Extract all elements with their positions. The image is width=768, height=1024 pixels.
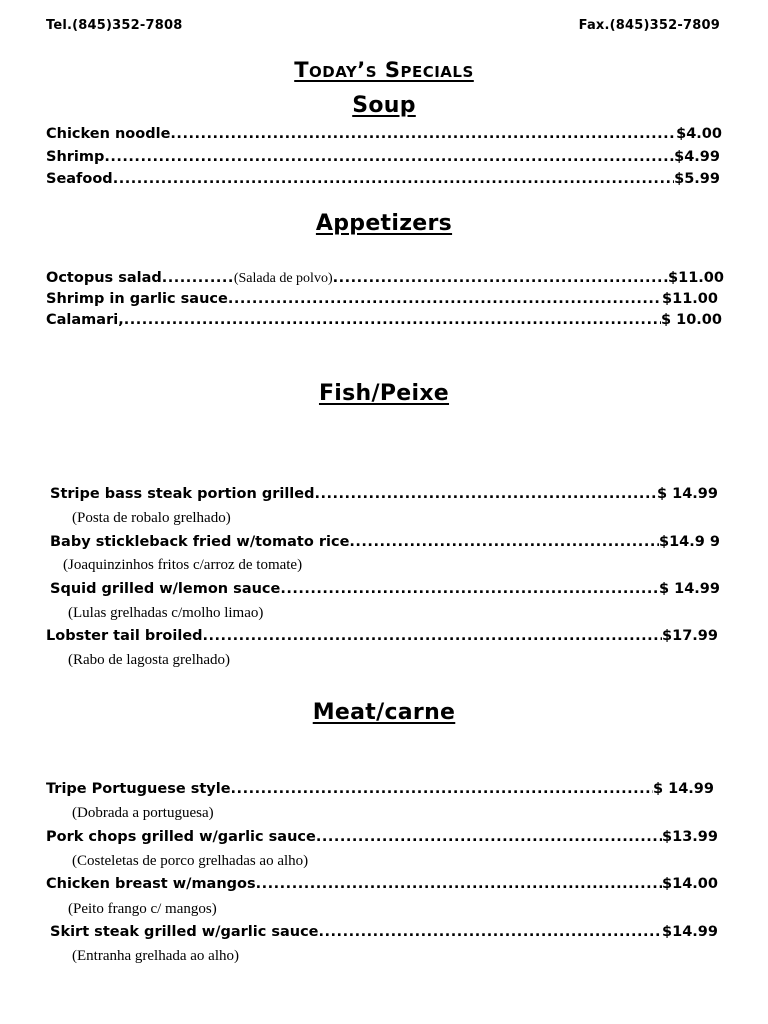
- item-name: Tripe Portuguese style: [46, 781, 231, 797]
- item-price: $ 10.00: [660, 312, 722, 328]
- leader-dots: [231, 781, 653, 797]
- leader-dots: [349, 534, 659, 550]
- meat-heading: Meat/carne: [312, 700, 456, 725]
- leader-dots: [203, 628, 663, 644]
- page-title: Today’s Specials: [294, 58, 474, 82]
- item-portuguese-name: (Posta de robalo grelhado): [72, 510, 231, 526]
- item-price: $17.99: [662, 628, 718, 644]
- item-price: $11.00: [662, 291, 718, 307]
- item-price: $ 14.99: [652, 781, 714, 797]
- item-name: Calamari,: [46, 312, 124, 328]
- leader-dots: [314, 486, 657, 502]
- item-name: Stripe bass steak portion grilled: [50, 486, 315, 502]
- item-portuguese-name: (Rabo de lagosta grelhado): [68, 652, 231, 668]
- item-name: Shrimp: [46, 149, 105, 165]
- item-price: $ 14.99: [656, 486, 718, 502]
- leader-dots: [124, 312, 661, 328]
- menu-item: [46, 312, 722, 332]
- menu-item: [50, 924, 718, 944]
- item-portuguese-name: (Entranha grelhada ao alho): [72, 948, 239, 964]
- item-price: $11.00: [668, 270, 724, 286]
- item-portuguese-name: (Peito frango c/ mangos): [68, 901, 217, 917]
- menu-item: [50, 534, 720, 554]
- item-price: $4.99: [674, 149, 720, 165]
- leader-dots: [170, 126, 676, 142]
- item-price: $14.00: [662, 876, 718, 892]
- telephone-number: Tel.(845)352-7808: [46, 18, 183, 33]
- leader-dots: [319, 924, 663, 940]
- menu-item: [46, 829, 718, 849]
- fax-number: Fax.(845)352-7809: [578, 18, 720, 33]
- item-price: $ 14.99: [658, 581, 720, 597]
- soup-heading: Soup: [352, 93, 416, 118]
- item-name: Chicken breast w/mangos: [46, 876, 256, 892]
- item-name: Pork chops grilled w/garlic sauce: [46, 829, 316, 845]
- item-portuguese-name: (Joaquinzinhos fritos c/arroz de tomate): [63, 557, 303, 573]
- leader-dots: [316, 829, 662, 845]
- leader-dots: [280, 581, 659, 597]
- menu-item: [46, 628, 718, 648]
- appetizers-heading: Appetizers: [315, 211, 453, 236]
- item-name: Octopus salad: [46, 270, 162, 286]
- item-price: $13.99: [662, 829, 718, 845]
- item-portuguese-name: (Costeletas de porco grelhadas ao alho): [72, 853, 309, 869]
- menu-item: [50, 581, 720, 601]
- menu-item: [46, 270, 724, 290]
- item-name: Seafood: [46, 171, 113, 187]
- leader-dots: [113, 171, 674, 187]
- item-name: Shrimp in garlic sauce: [46, 291, 228, 307]
- item-name: Baby stickleback fried w/tomato rice: [50, 534, 350, 550]
- leader-dots: [228, 291, 662, 307]
- item-name: Squid grilled w/lemon sauce: [50, 581, 281, 597]
- item-price: $14.9 9: [658, 534, 720, 550]
- menu-item: [50, 486, 718, 506]
- leader-dots: [333, 270, 668, 286]
- item-price: $5.99: [674, 171, 720, 187]
- item-name: Skirt steak grilled w/garlic sauce: [50, 924, 319, 940]
- menu-item: [46, 149, 720, 169]
- item-portuguese-name: (Lulas grelhadas c/molho limao): [68, 605, 264, 621]
- menu-item: [46, 291, 718, 311]
- leader-dots: [104, 149, 674, 165]
- fish-heading: Fish/Peixe: [318, 381, 450, 406]
- menu-item: [46, 781, 714, 801]
- leader-dots: [256, 876, 662, 892]
- menu-item: [46, 876, 718, 896]
- item-name: Lobster tail broiled: [46, 628, 203, 644]
- item-price: $14.99: [662, 924, 718, 940]
- item-name: Chicken noodle: [46, 126, 171, 142]
- menu-item: [46, 171, 720, 191]
- leader-dots: [162, 270, 234, 286]
- item-portuguese-name: (Dobrada a portuguesa): [72, 805, 214, 821]
- menu-item: [46, 126, 722, 146]
- item-portuguese-name: (Salada de polvo): [233, 271, 333, 286]
- item-price: $4.00: [676, 126, 722, 142]
